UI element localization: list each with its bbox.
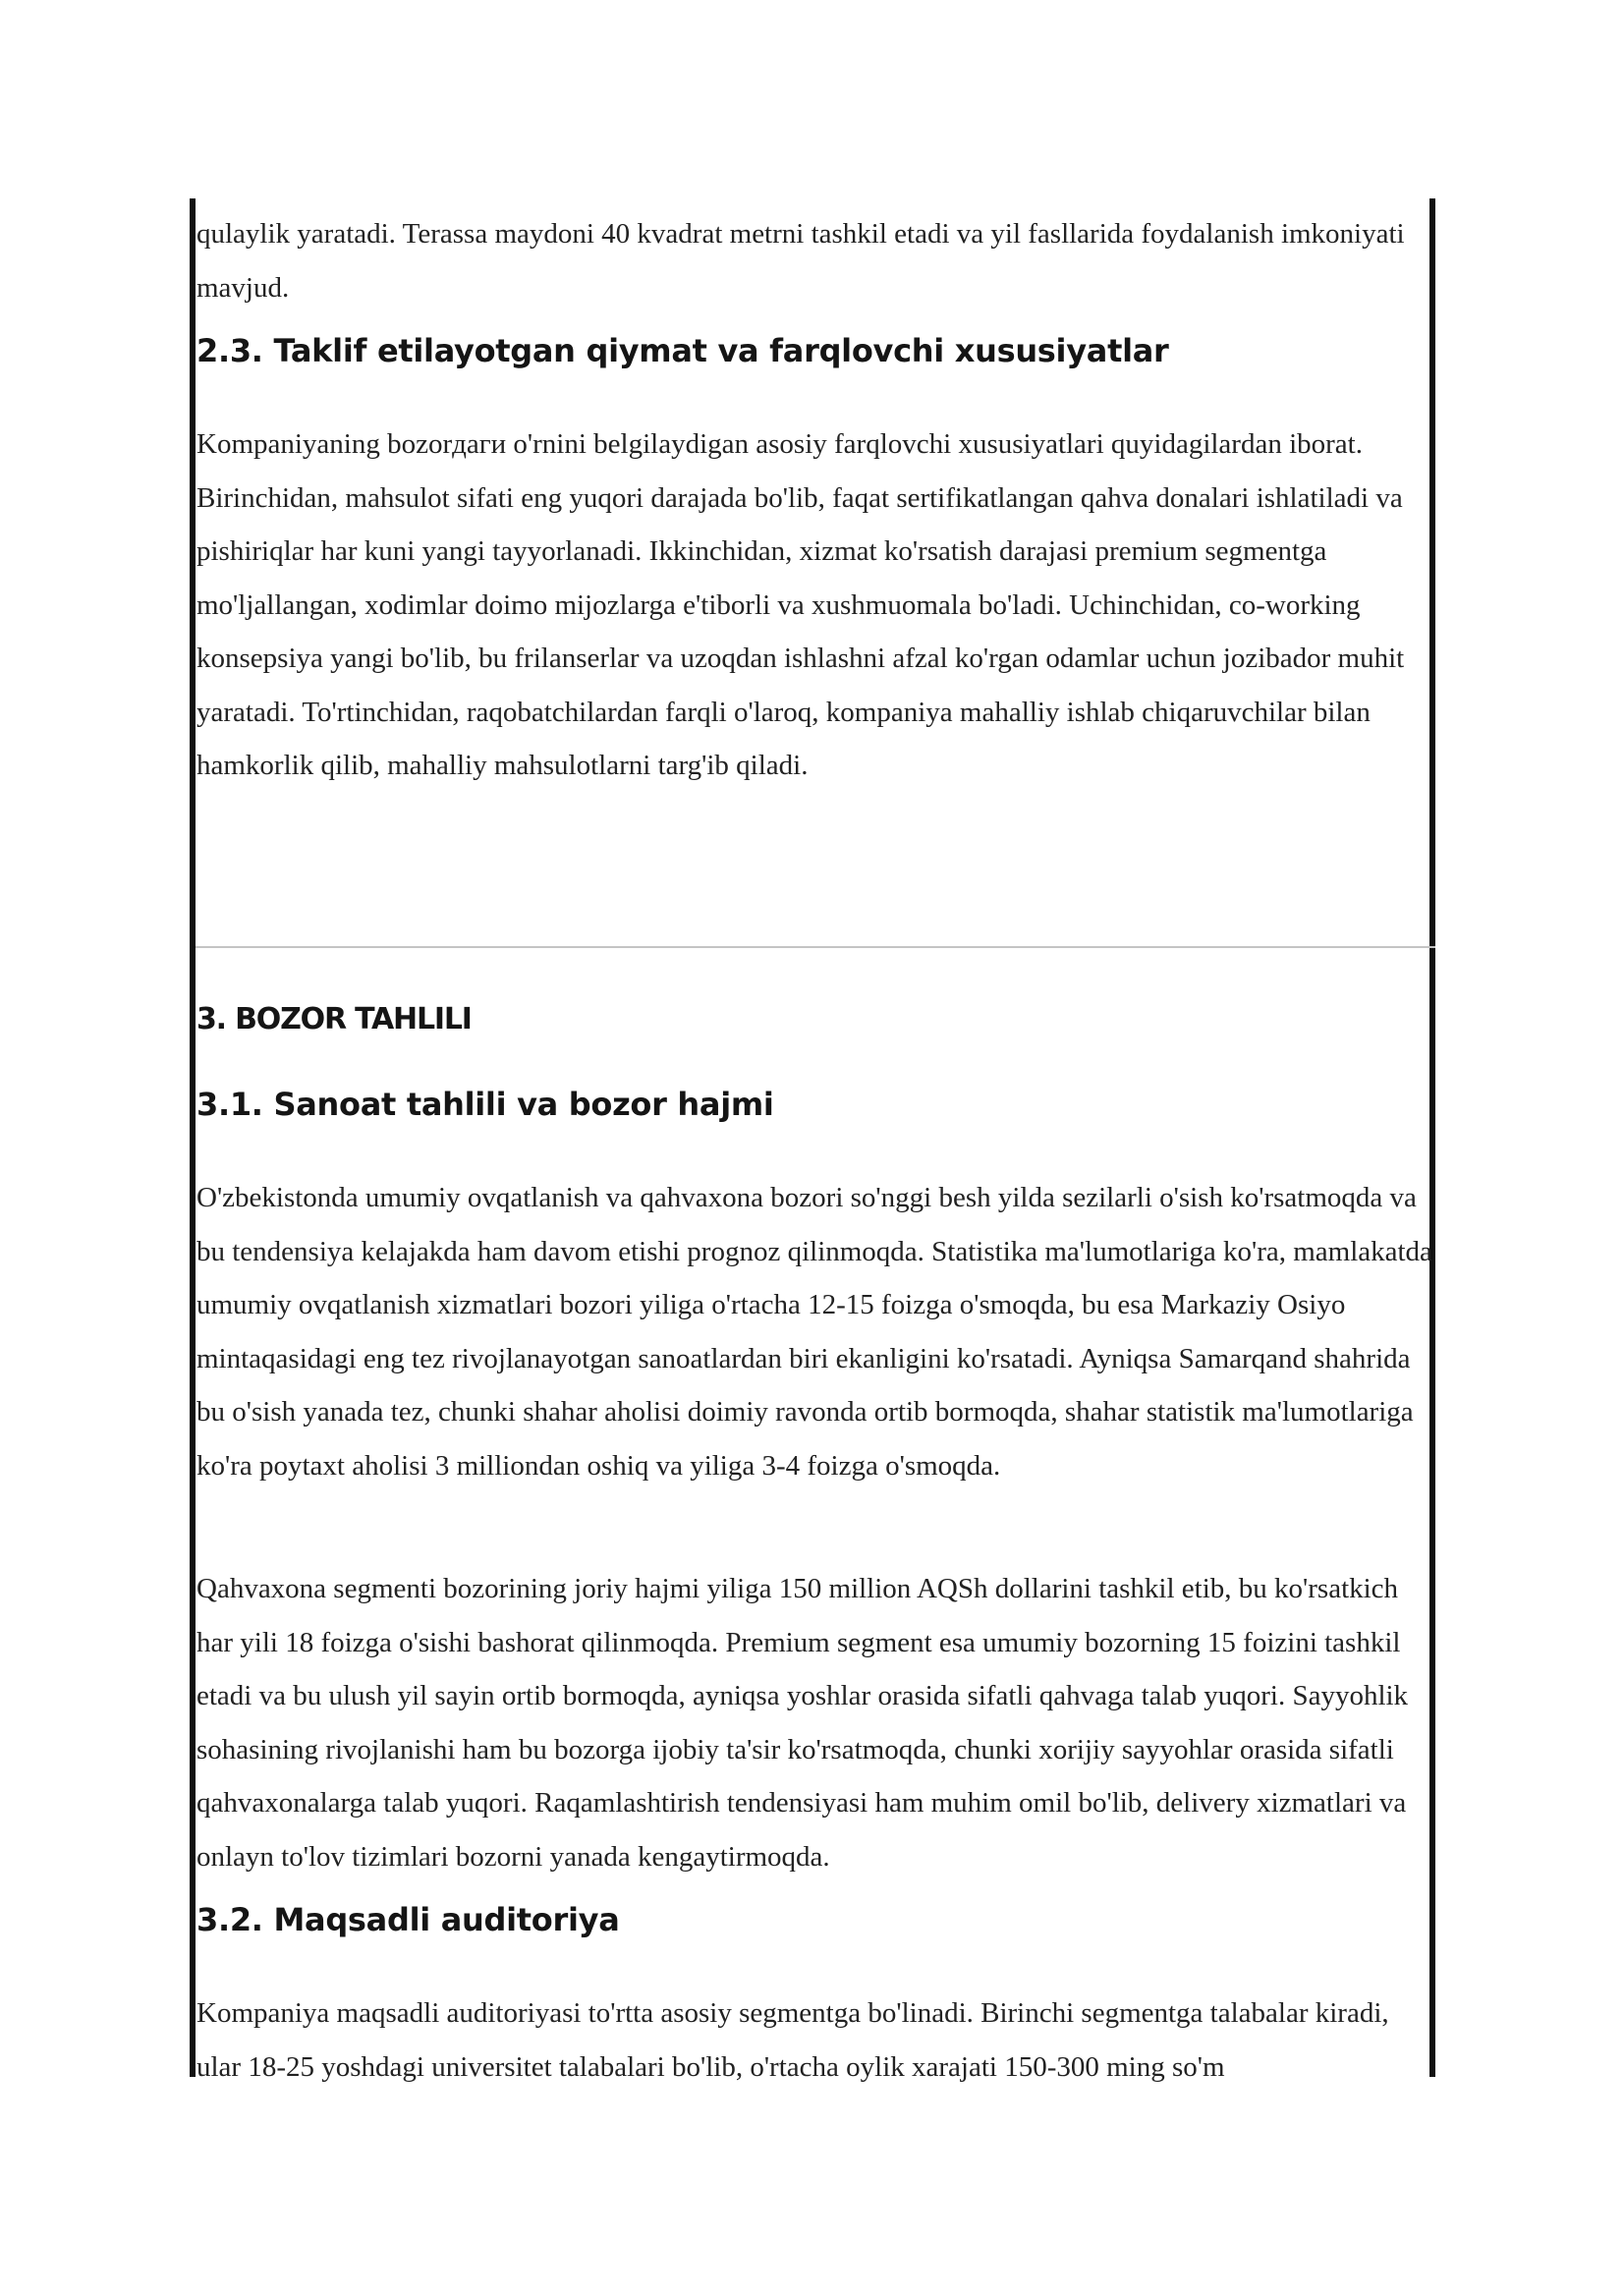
section-3-heading: 3. BOZOR TAHLILI (196, 1002, 472, 1036)
section-2-3-heading: 2.3. Taklif etilayotgan qiymat va farqlovchi xususiyatlar (196, 332, 1169, 369)
section-3-2-heading: 3.2. Maqsadli auditoriya (196, 1901, 620, 1938)
section-3-1-heading: 3.1. Sanoat tahlili va bozor hajmi (196, 1086, 774, 1123)
section-divider (196, 946, 1435, 948)
section-2-3-paragraph: Kompaniyaning bozorдаги o'rnini belgilaydigan asosiy farqlovchi xususiyatlari quyidagilardan iborat. Birinchidan, mahsulot sifati eng yuqori darajada bo'lib, faqat sertifikatlangan qahva donalari ishlatiladi va pishiriqlar har kuni yangi tayyorlanadi. Ikkinchidan, xizmat ko'rsatish darajasi premium segmentga mo'ljallangan, xodimlar doimo mijozlarga e'tiborli va xushmuomala bo'ladi. Uchinchidan, co-working konsepsiya yangi bo'lib, bu frilanserlar va uzoqdan ishlashni afzal ko'rgan odamlar uchun jozibador muhit yaratadi. To'rtinchidan, raqobatchilardan farqli o'laroq, kompaniya mahalliy ishlab chiqaruvchilar bilan hamkorlik qilib, mahalliy mahsulotlarni targ'ib qiladi. (196, 428, 1405, 781)
section-3-1-paragraph-1: O'zbekistonda umumiy ovqatlanish va qahvaxona bozori so'nggi besh yilda sezilarli o'sish ko'rsatmoqda va bu tendensiya kelajakda ham davom etishi prognoz qilinmoqda. Statistika ma'lumotlariga ko'ra, mamlakatda umumiy ovqatlanish xizmatlari bozori yiliga o'rtacha 12-15 foizga o'smoqda, bu esa Markaziy Osiyo mintaqasidagi eng tez rivojlanayotgan sanoatlardan biri ekanligini ko'rsatadi. Ayniqsa Samarqand shahrida bu o'sish yanada tez, chunki shahar aholisi doimiy ravonda ortib bormoqda, shahar statistik ma'lumotlariga ko'ra poytaxt aholisi 3 milliondan oshiq va yiliga 3-4 foizga o'smoqda. (196, 1182, 1432, 1482)
section-3-1-paragraph-2: Qahvaxona segmenti bozorining joriy hajmi yiliga 150 million AQSh dollarini tashkil etib, bu ko'rsatkich har yili 18 foizga o'sishi bashorat qilinmoqda. Premium segment esa umumiy bozorning 15 foizini tashkil etadi va bu ulush yil sayin ortib bormoqda, ayniqsa yoshlar orasida sifatli qahvaga talab yuqori. Sayyohlik sohasining rivojlanishi ham bu bozorga ijobiy ta'sir ko'rsatmoqda, chunki xorijiy sayyohlar orasida sifatli qahvaxonalarga talab yuqori. Raqamlashtirish tendensiyasi ham muhim omil bo'lib, delivery xizmatlari va onlayn to'lov tizimlari bozorni yanada kengaytirmoqda. (196, 1573, 1409, 1873)
section-3-2-paragraph: Kompaniya maqsadli auditoriyasi to'rtta asosiy segmentga bo'linadi. Birinchi segmentga talabalar kiradi, ular 18-25 yoshdagi universitet talabalari bo'lib, o'rtacha oylik xarajati 150-300 ming so'm (196, 1997, 1389, 2083)
intro-paragraph: qulaylik yaratadi. Terassa maydoni 40 kvadrat metrni tashkil etadi va yil fasllarida foydalanish imkoniyati mavjud. (196, 218, 1405, 304)
